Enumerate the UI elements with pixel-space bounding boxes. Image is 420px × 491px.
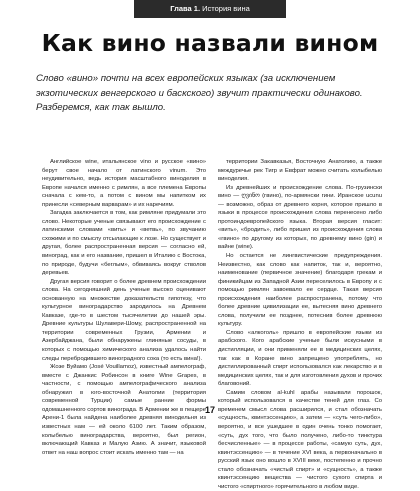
page-number: 17: [204, 405, 215, 415]
body-paragraph: территории Закавказья, Восточную Анатолию, а также междуречье рек Тигр и Евфрат можно считать колыбелью виноделия.: [218, 159, 382, 183]
chapter-label: Глава 1.: [170, 4, 201, 14]
body-paragraph: Из древнейших и происхождение слова. По-грузински вино — ღვინო (гвино), по-армянски гини. Иранское ucunu — возможно, образ от древнего корня, которое пришло в языки в процессе происхождения слова перенесено либо протоиндоевропейского языка. Вторая версия гласит: «вить», «бродить», либо пришел из происхождения слова «гвино» по другому из которых, по древнему вино (gin) и вайне (wine).: [218, 184, 382, 251]
body-paragraph: Английское wine, итальянское vino и русское «вино» берут свое начало от латинского vinum. Это неудивительно, ведь история масштабного виноделия в Европе начался именно с римлян, а все племена Европы сначала с кем-то, а потом с вином мы напитком их принесли «северным варварам» и их наречиям.: [42, 159, 206, 208]
body-paragraph: Самим словом al-kuhl арабы называли порошок, который использовался в качестве теней для глаз. Со временем смысл слова расширился, и стал обозначать «сущность, квинтэссенцию», а затем — «суть чего-либо», вероятно, и все ушедшее в один очень тонко помогает, «суть, дух того, что было получено, либо-то тинктура бесчисленные» — в процессе работы, «самую суть, дух, квинтэссенцию» — в течение XVI века, а первоначально в русский язык оно вошло в XVIII веке, постепенно и прочно стало обозначать «чистый спирт» и «сущность», а также квинтэссенцию вещества — чистого сухого спирта и чистого «спиртного» горячительного в любом виде.: [218, 389, 382, 490]
lead-paragraph: [36, 72, 386, 116]
section-label: История вина: [202, 4, 250, 14]
body-paragraph: Слово «алкоголь» пришло в европейские языки из арабского. Кого арабские ученые были искусными в дистилляции, и они применяли ее в медицинских целях, так как в Коране вино запрещено употреблять, но дистиллированный спирт использовался как лекарство и в медицинских целях, так и для изготовления духов и прочих благовоний.: [218, 329, 382, 388]
body-paragraph: Другая версия говорит о более древнем происхождении слова. На сегодняшний день ученые высоко оценивают основанную на множестве доказательств гипотезу, что культурное виноградарство зародилось на Древнем Кавказе, где-то в шестом тысячелетии до нашей эры. Древние культуры Шулавери-Шому, распространенной на территории современных Грузии, Армении и Азербайджана, были обнаружены глиняные сосуды, в которых с помощью химического анализа удалось найти следы перебродившего виноградного сока (то есть вина!).: [42, 278, 206, 362]
page-title: Как вино назвали вином: [41, 29, 379, 57]
body-paragraph: Загадка заключается в том, как римляне придумали это слово. Некоторые ученые связывают его происхождение с латинскими словами «вить» и «ветвь», по звучанию схожими и по смыслу отсылающие к лозе. Но существует и другая, более распространенная версия — согласно ей, виноград, как и его название, пришел в Италию с Востока, по природе, будучи «беглым», обвиваясь вокруг стволов деревьев.: [42, 210, 206, 277]
right-column: [218, 158, 382, 491]
body-paragraph: Жозе Вуйамо (José Vouillamoz), известный ампелограф, вместе с Джанкис Робинсон в книге Wine Grapes, в частности, с помощью ампелографического анализа обнаружил в юго-восточной Анатолии (территория современной Турции) самые ранние формы одомашненного сортов винограда. В Армении же в пещере Арени-1 была найдена наиболее древняя винодельня из известных нам — ей около 6100 лет. Таким образом, колыбелью виноградарства, вероятно, был регион, включающий Кавказ и Малую Азию. А значит, языковой ответ на наш вопрос стоит искать именно там — на: [42, 364, 206, 456]
chapter-header: [134, 0, 286, 18]
lead-subtext: Разберемся, как так вышло.: [36, 102, 166, 113]
body-paragraph: Но остается не лингвистические предупреждения. Неизвестно, как слово как напиток, так и, вероятно, наименование (первичное значение) благодаря грекам и финикийцам из Западной Азии переселилось в Европу и с помощью римлян завоевало ее сердце. Такая версия происхождения наиболее распространена, потому что более древние цивилизации ее, вытесняя вино древнего слова, получили ее позднее, потеснив более древнюю культуру.: [218, 253, 382, 328]
lead-text: Слово «вино» почти на всех европейских языках (за исключением экзотических венгерского и баскского) звучит практически одинаково.: [36, 73, 363, 99]
